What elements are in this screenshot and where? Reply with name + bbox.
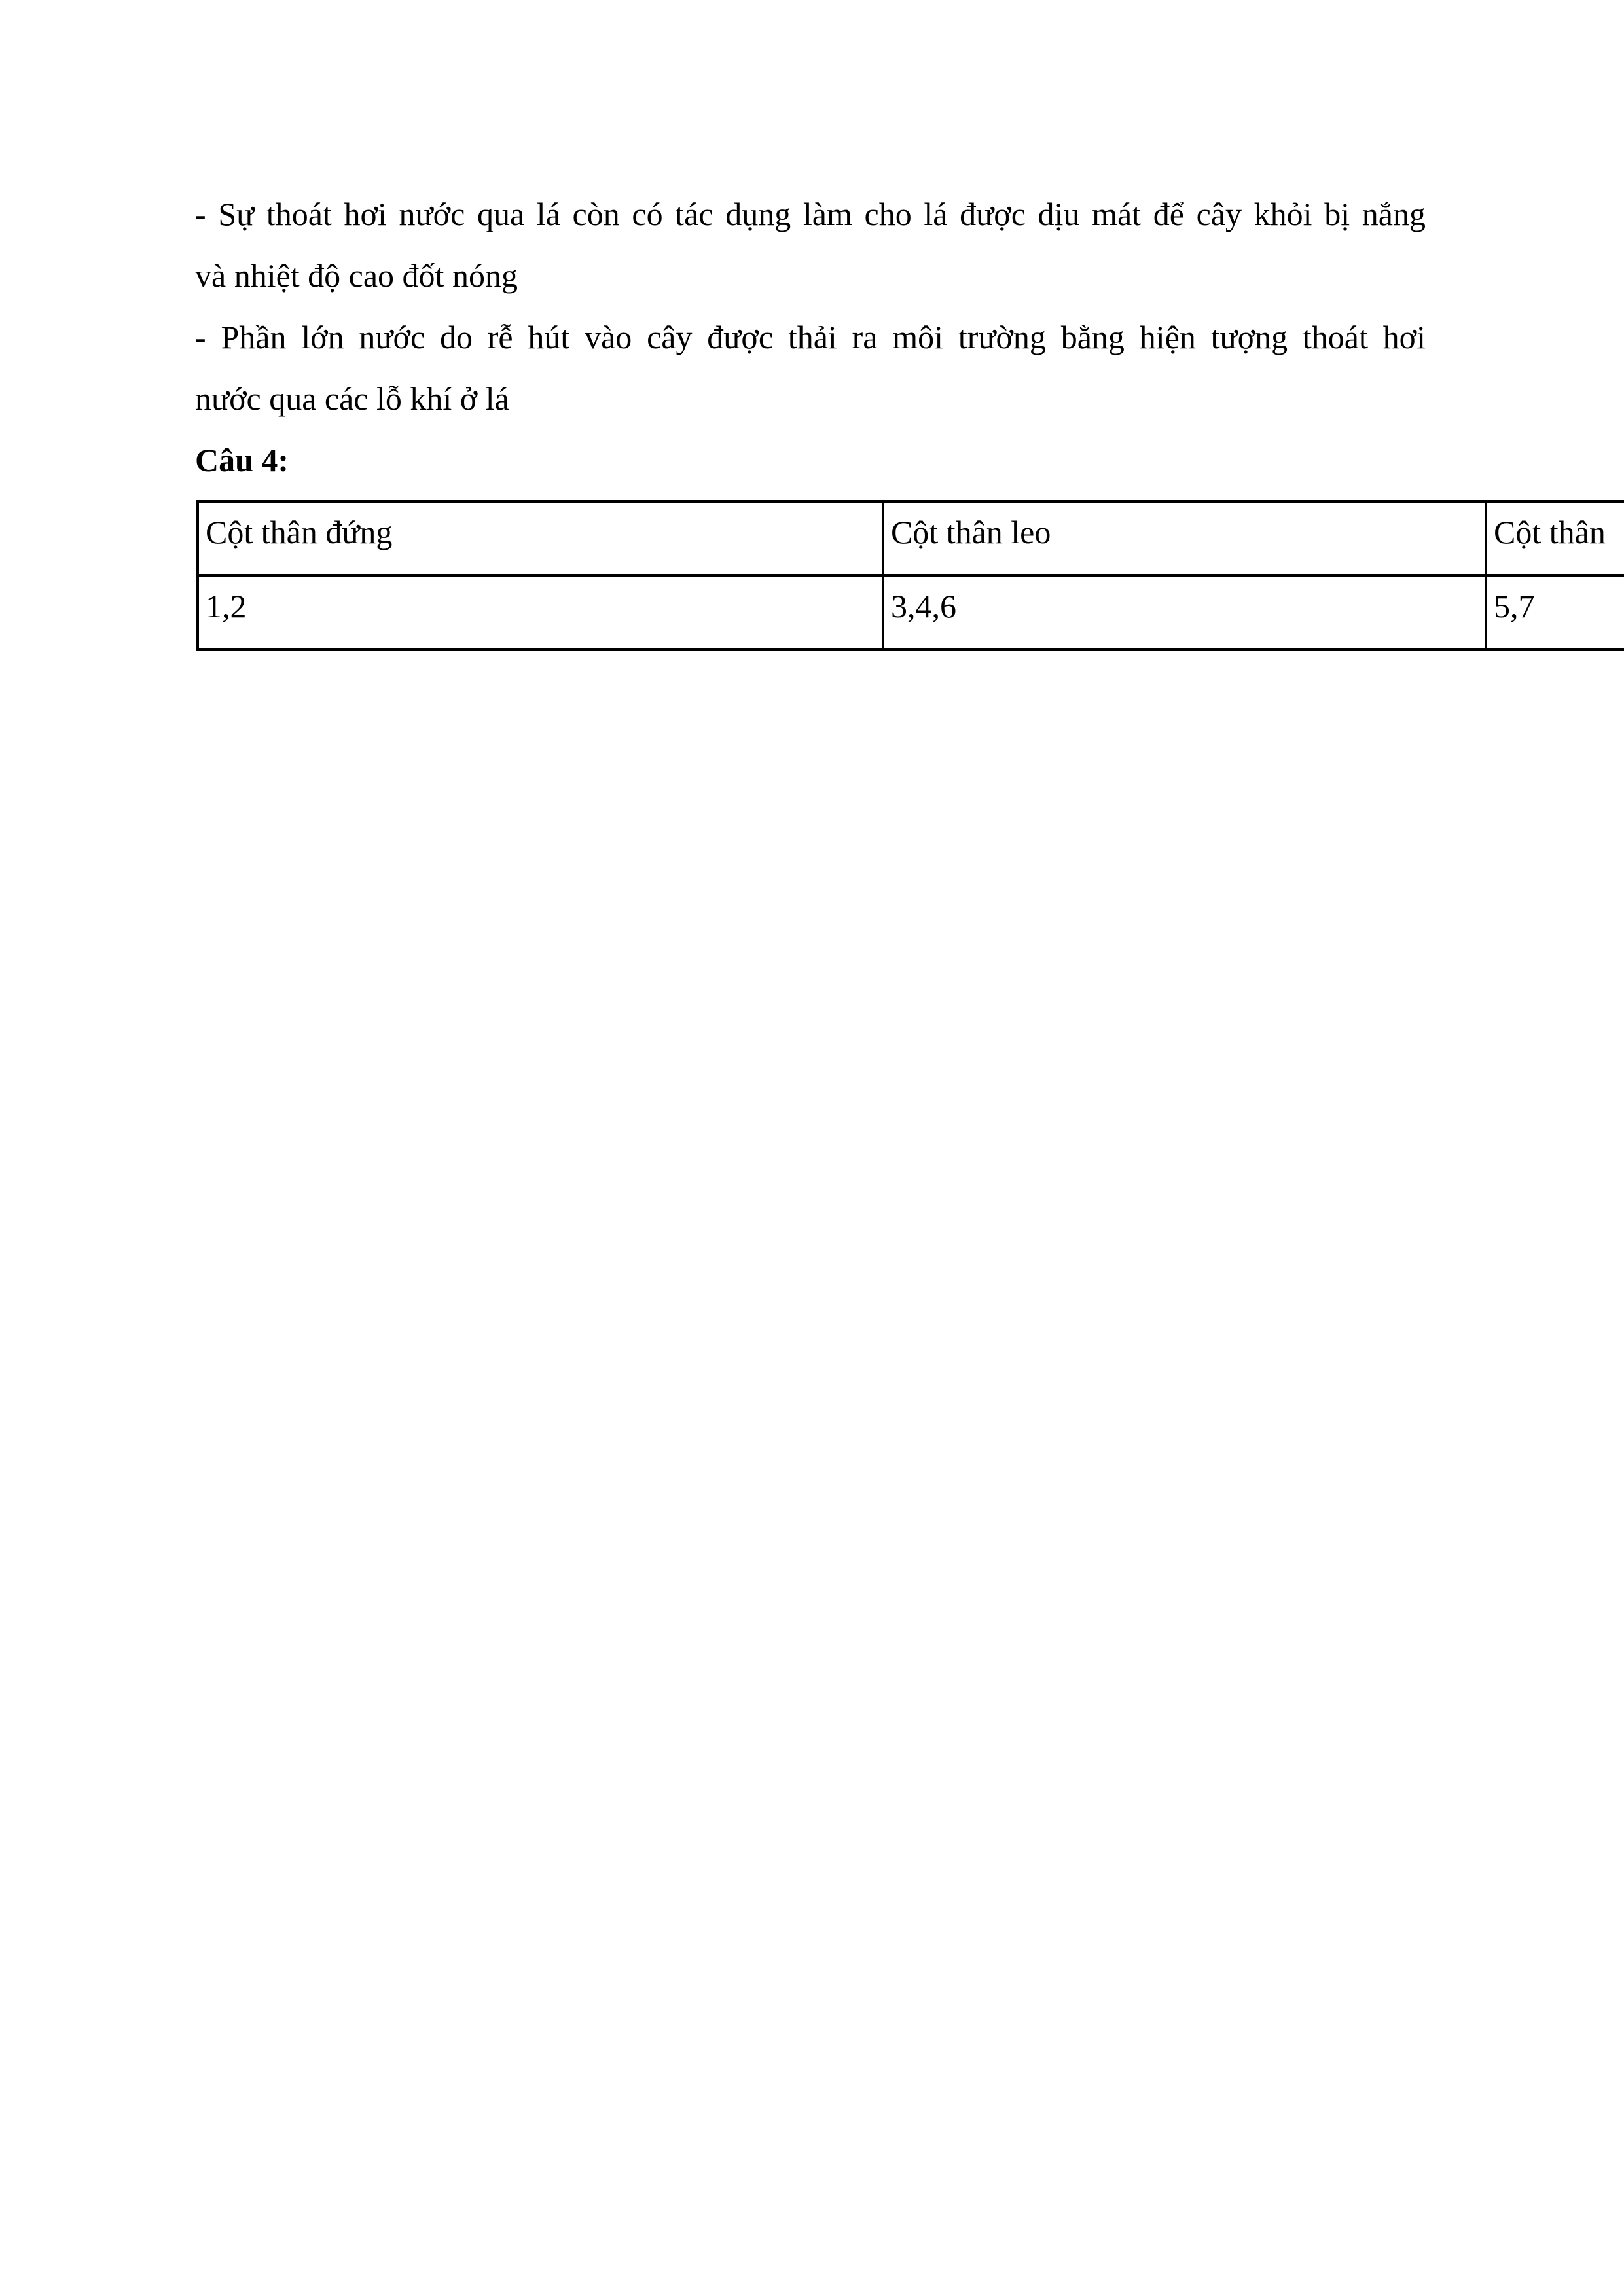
table-cell <box>1486 575 1624 649</box>
table-header-cell <box>1486 501 1624 575</box>
cell-value: 5,7 <box>1494 588 1535 624</box>
classification-table <box>196 500 1624 651</box>
paragraph-2-line-2: nước qua các lỗ khí ở lá <box>195 380 509 417</box>
cell-value: 1,2 <box>206 588 247 624</box>
header-cot-than: Cột thân <box>1494 514 1606 550</box>
table-row <box>198 575 1624 649</box>
question-heading: Câu 4: <box>195 442 289 478</box>
paragraph-2-line-1: - Phần lớn nước do rễ hút vào cây được thải ra môi trường bằng hiện tượng thoát hơi <box>195 319 1426 355</box>
cell-value: 3,4,6 <box>890 588 956 624</box>
paragraph-1-line-1: - Sự thoát hơi nước qua lá còn có tác dụng làm cho lá được dịu mát để cây khỏi bị nắng <box>195 196 1426 232</box>
table-header-cell <box>198 501 883 575</box>
table-header-row <box>198 501 1624 575</box>
paragraph-1-line-2: và nhiệt độ cao đốt nóng <box>195 257 518 294</box>
header-cot-than-dung: Cột thân đứng <box>206 514 393 550</box>
table-cell <box>198 575 883 649</box>
header-cot-than-leo: Cột thân leo <box>890 514 1051 550</box>
table-cell <box>883 575 1486 649</box>
table-header-cell <box>883 501 1486 575</box>
